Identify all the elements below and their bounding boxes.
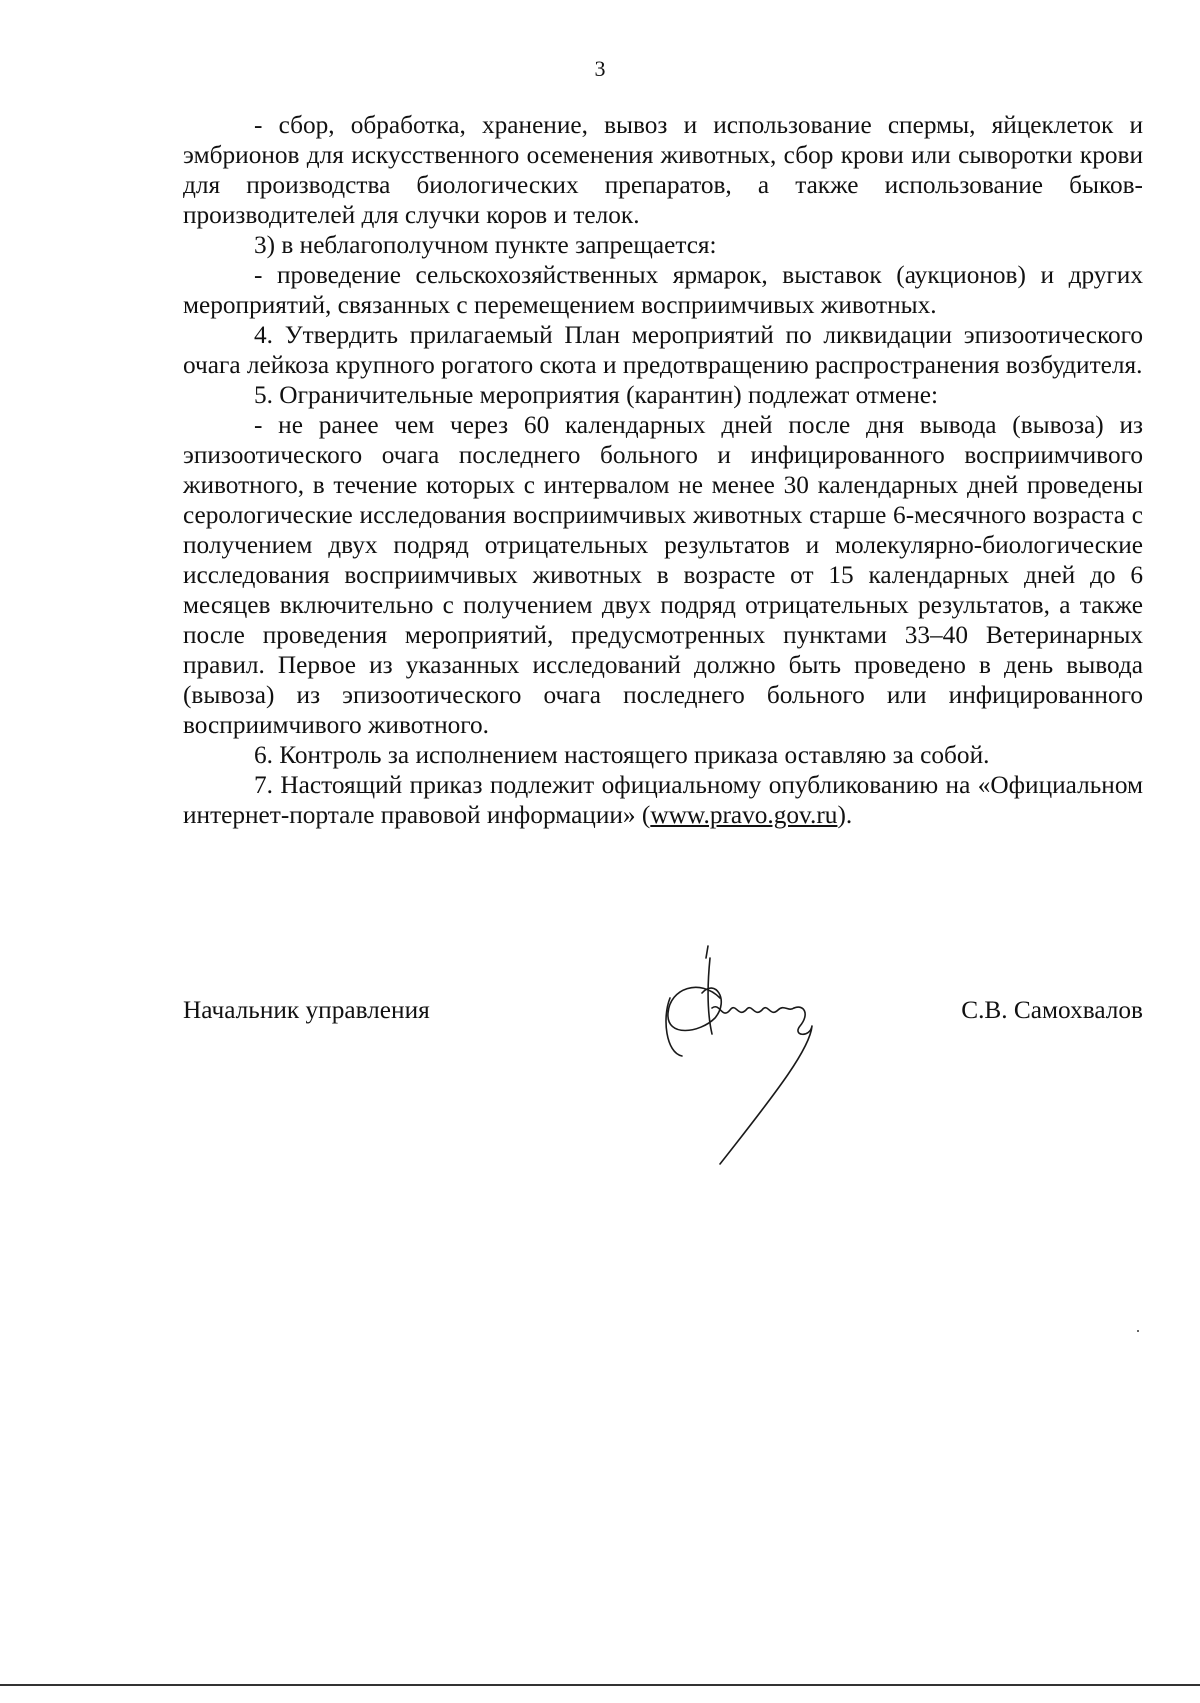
- paragraph-collection-restrictions: - сбор, обработка, хранение, вывоз и использование спермы, яйцеклеток и эмбрионов для искусственного осеменения животных, сбор крови или сыворотки крови для производства биологических препаратов, а также использование быков-производителей для случки коров и телок.: [183, 111, 1143, 229]
- paragraph-item-7-publication: [183, 770, 1143, 830]
- publication-text: 7. Настоящий приказ подлежит официальному опубликованию на «Официальном интернет-портале правовой информации» (: [183, 771, 1143, 829]
- paragraph-item-6-control: 6. Контроль за исполнением настоящего приказа оставляю за собой.: [254, 741, 990, 769]
- paragraph-item-3-heading: 3) в неблагополучном пункте запрещается:: [254, 231, 717, 259]
- paragraph-fairs-prohibition: - проведение сельскохозяйственных ярмарок, выставок (аукционов) и других мероприятий, связанных с перемещением восприимчивых животных.: [183, 261, 1143, 319]
- handwritten-signature: [660, 938, 860, 1170]
- scan-edge-line: [0, 1684, 1200, 1686]
- document-body: [183, 110, 1143, 830]
- signatory-position: Начальник управления: [183, 996, 430, 1024]
- paragraph-item-4-plan: 4. Утвердить прилагаемый План мероприятий по ликвидации эпизоотического очага лейкоза крупного рогатого скота и предотвращению распространения возбудителя.: [183, 321, 1143, 379]
- scan-speck: [1137, 1330, 1139, 1332]
- paragraph-quarantine-conditions: - не ранее чем через 60 календарных дней после дня вывода (вывоза) из эпизоотического очага последнего больного и инфицированного восприимчивого животного, в течение которых с интервалом не менее 30 календарных дней проведены серологические исследования восприимчивых животных старше 6-месячного возраста с получением двух подряд отрицательных результатов и молекулярно-биологические исследования восприимчивых животных в возрасте от 15 календарных дней до 6 месяцев включительно с получением двух подряд отрицательных результатов, а также после проведения мероприятий, предусмотренных пунктами 33–40 Ветеринарных правил. Первое из указанных исследований должно быть проведено в день вывода (вывоза) из эпизоотического очага последнего больного или инфицированного восприимчивого животного.: [183, 411, 1143, 739]
- signatory-name: С.В. Самохвалов: [961, 996, 1143, 1024]
- page-number: 3: [594, 56, 606, 81]
- publication-text-end: ).: [837, 801, 853, 829]
- paragraph-item-5-heading: 5. Ограничительные мероприятия (карантин) подлежат отмене:: [254, 381, 938, 409]
- publication-url-link[interactable]: www.pravo.gov.ru: [650, 801, 838, 829]
